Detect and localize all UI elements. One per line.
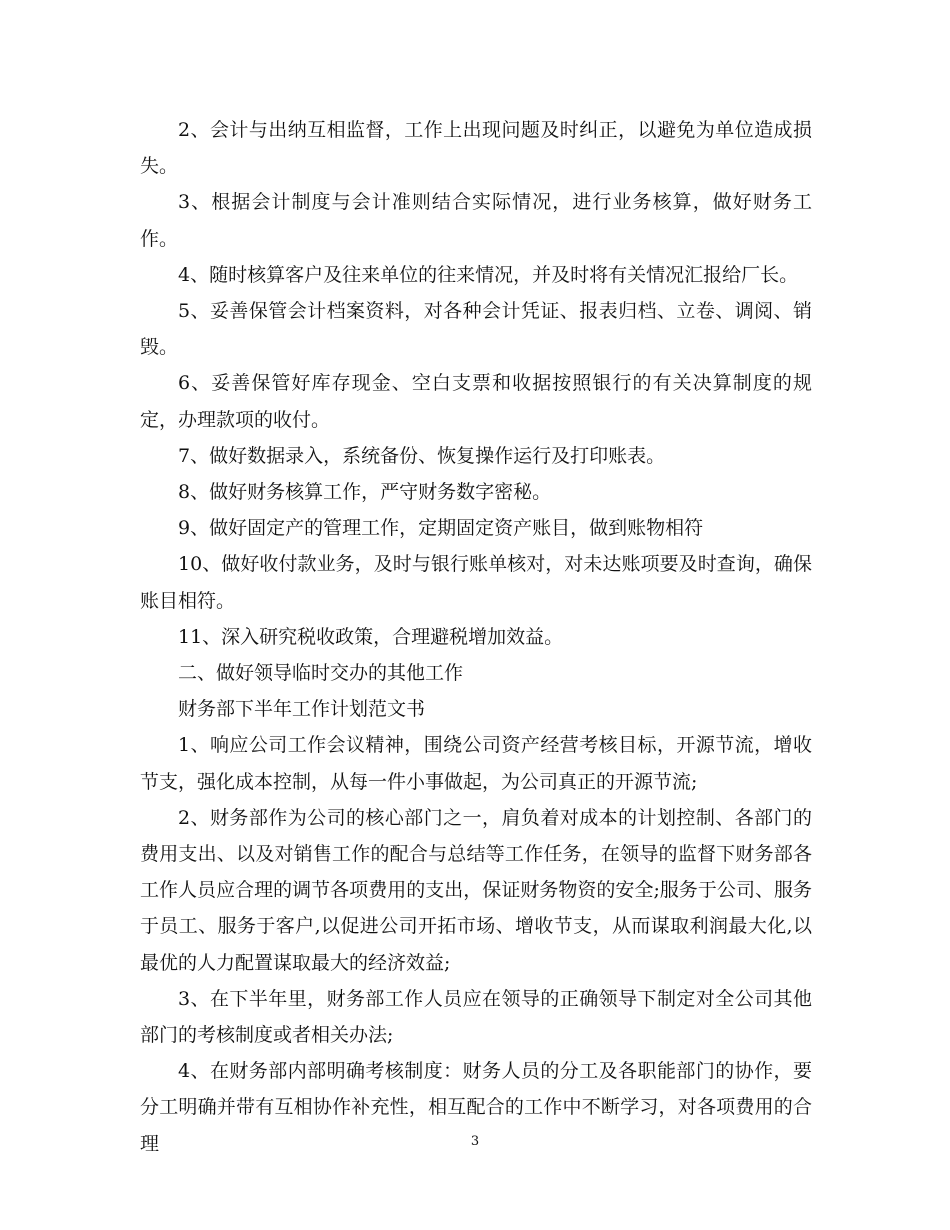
paragraph-4: 5、妥善保管会计档案资料，对各种会计凭证、报表归档、立卷、调阅、销毁。: [140, 300, 812, 359]
paragraph-3: 4、随时核算客户及往来单位的往来情况，并及时将有关情况汇报给厂长。: [178, 263, 799, 286]
page-number: 3: [470, 1134, 480, 1149]
document-title: 财务部下半年工作计划范文书: [178, 698, 426, 721]
paragraph-8: 9、做好固定产的管理工作，定期固定资产账目，做到账物相符: [178, 517, 704, 540]
paragraph-10: 11、深入研究税收政策，合理避税增加效益。: [178, 625, 564, 648]
paragraph-6: 7、做好数据录入，系统备份、恢复操作运行及打印账表。: [178, 444, 666, 467]
paragraph-7: 8、做好财务核算工作，严守财务数字密秘。: [178, 481, 552, 504]
paragraph-1: 2、会计与出纳互相监督，工作上出现问题及时纠正，以避免为单位造成损失。: [140, 119, 812, 178]
paragraph-9: 10、做好收付款业务，及时与银行账单核对，对未达账项要及时查询，确保账目相符。: [140, 553, 812, 612]
paragraph-14: 4、在财务部内部明确考核制度：财务人员的分工及各职能部门的协作，要分工明确并带有互相协作补充性，相互配合的工作中不断学习，对各项费用的合理: [140, 1060, 812, 1155]
paragraph-5: 6、妥善保管好库存现金、空白支票和收据按照银行的有关决算制度的规定，办理款项的收付。: [140, 372, 812, 431]
document-body: [140, 112, 812, 1162]
section-heading: 二、做好领导临时交办的其他工作: [178, 662, 464, 685]
paragraph-11: 1、响应公司工作会议精神，围绕公司资产经营考核目标，开源节流，增收节支，强化成本控制，从每一件小事做起，为公司真正的开源节流;: [140, 734, 812, 793]
paragraph-2: 3、根据会计制度与会计准则结合实际情况，进行业务核算，做好财务工作。: [140, 191, 812, 250]
paragraph-13: 3、在下半年里，财务部工作人员应在领导的正确领导下制定对全公司其他部门的考核制度或者相关办法;: [140, 987, 812, 1047]
paragraph-12: 2、财务部作为公司的核心部门之一，肩负着对成本的计划控制、各部门的费用支出、以及对销售工作的配合与总结等工作任务，在领导的监督下财务部各工作人员应合理的调节各项费用的支出，保证财务物资的安全;服务于公司、服务于员工、服务于客户,以促进公司开拓市场、增收节支，从而谋取利润最大化,以最优的人力配置谋取最大的经济效益;: [140, 806, 812, 974]
